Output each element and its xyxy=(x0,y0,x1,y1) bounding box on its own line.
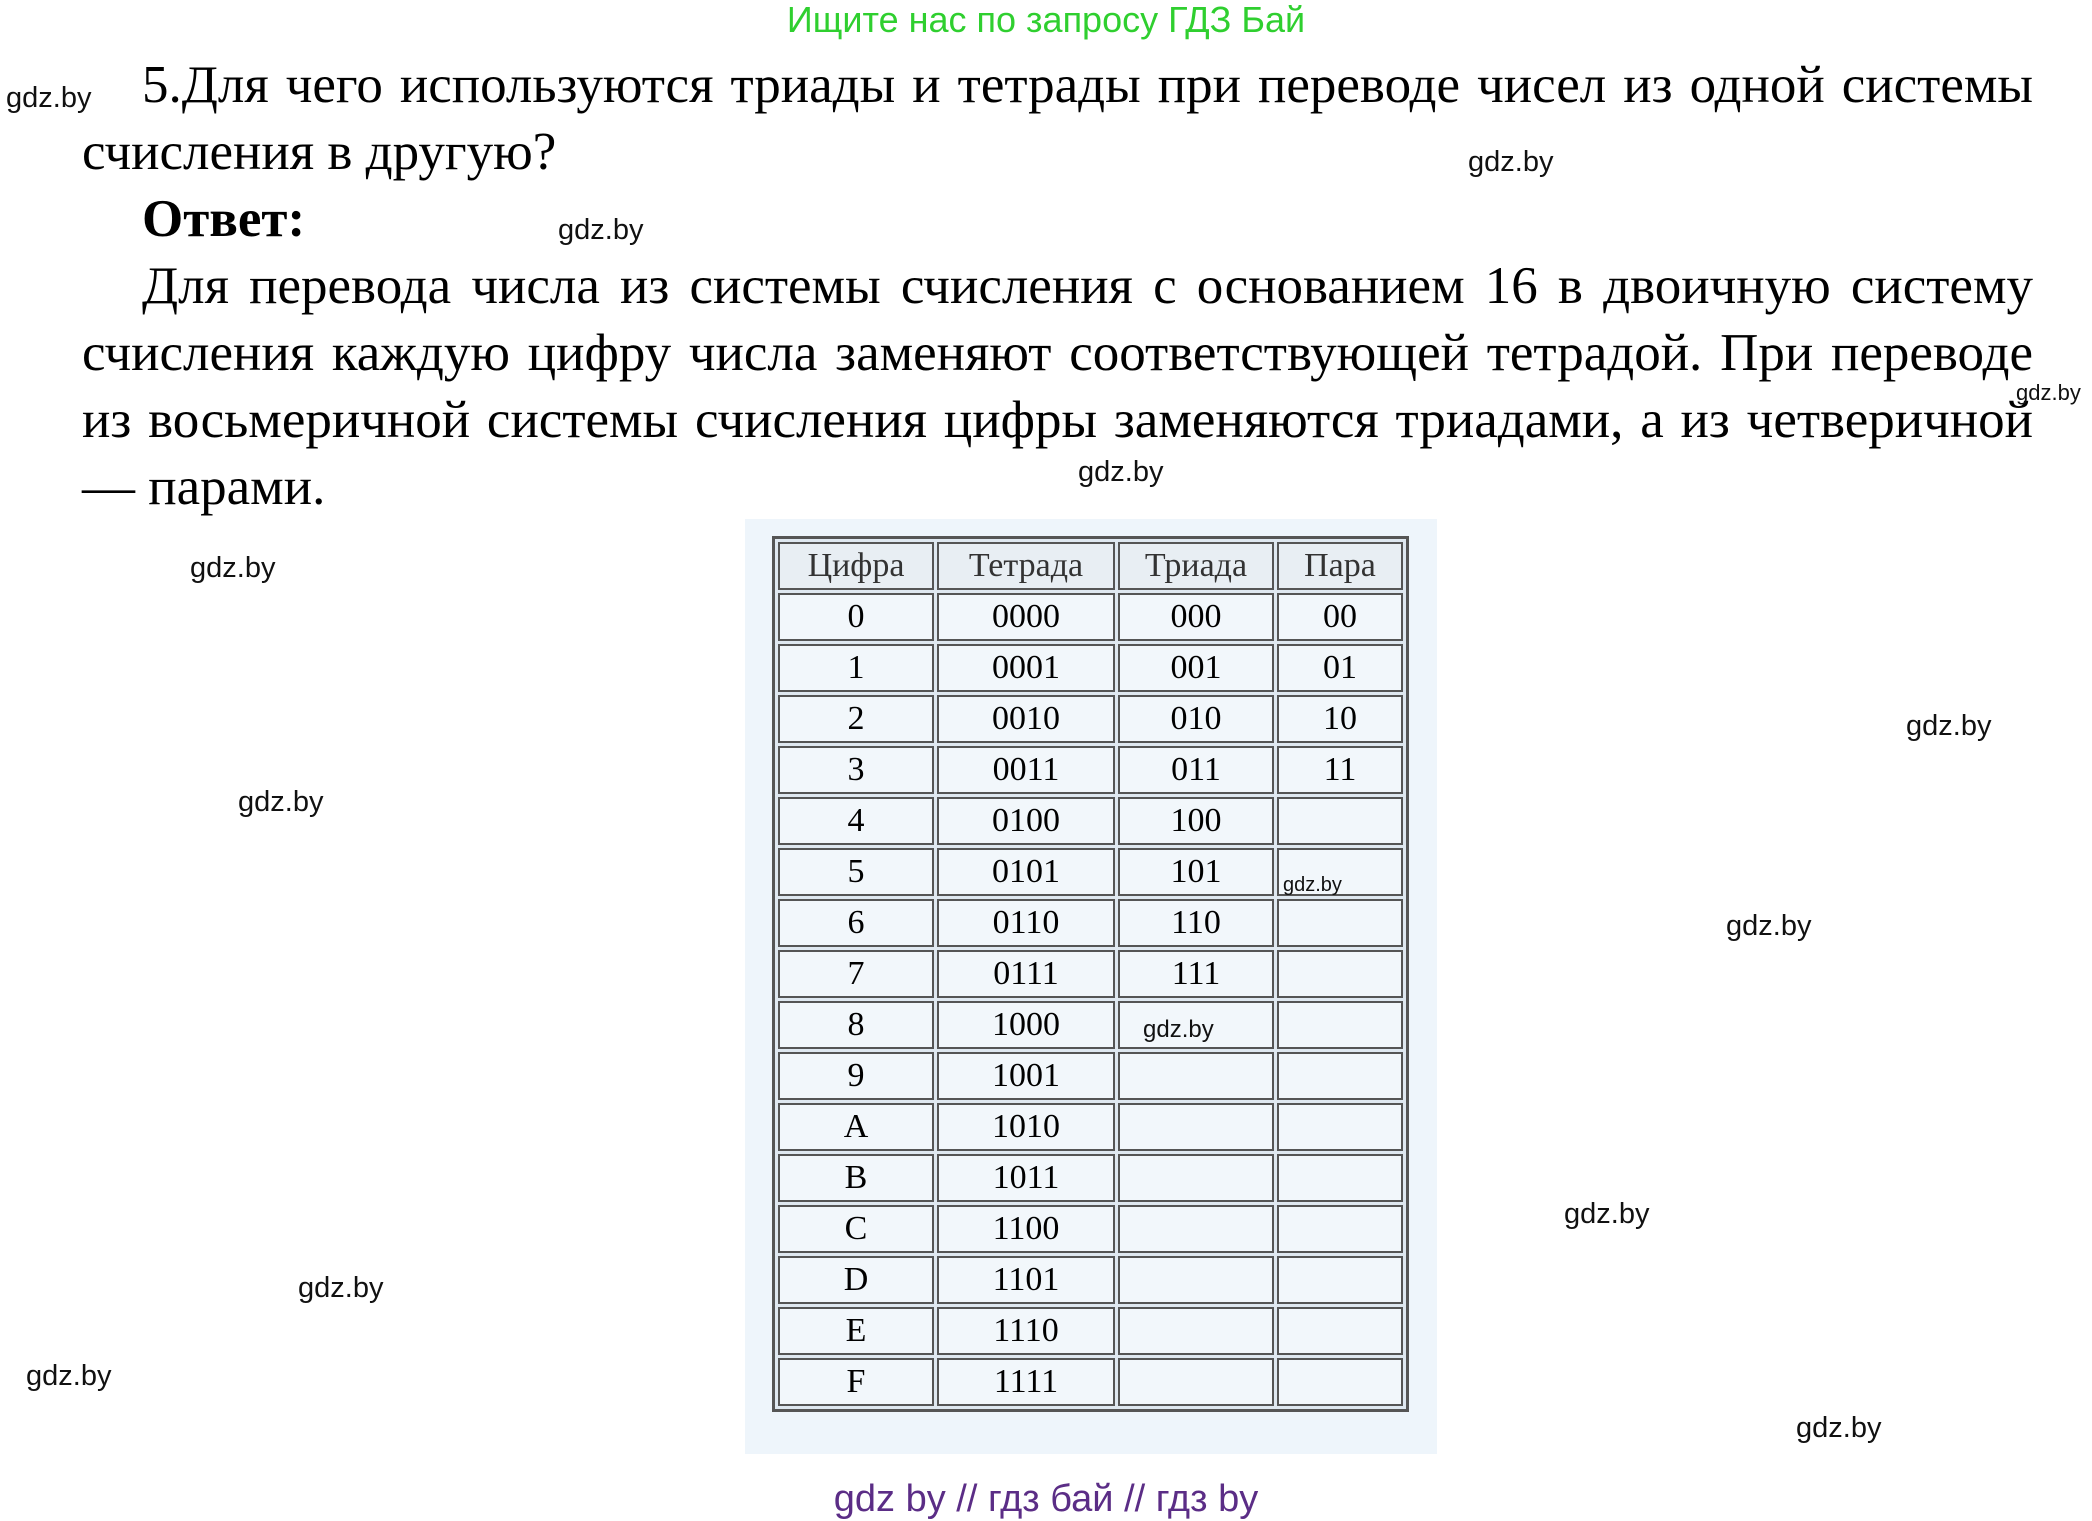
cell-digit: 4 xyxy=(778,797,934,845)
conversion-table xyxy=(772,536,1409,1412)
cell-pair xyxy=(1277,1103,1403,1151)
cell-tetrad: 0111 xyxy=(937,950,1115,998)
cell-digit: 9 xyxy=(778,1052,934,1100)
search-banner: Ищите нас по запросу ГДЗ Бай xyxy=(786,0,1306,40)
table-figure xyxy=(745,519,1437,1454)
cell-digit: 5 xyxy=(778,848,934,896)
cell-triad xyxy=(1118,1307,1274,1355)
cell-pair xyxy=(1277,1358,1403,1406)
cell-tetrad: 0011 xyxy=(937,746,1115,794)
cell-triad: 011 xyxy=(1118,746,1274,794)
table-row xyxy=(778,797,1403,845)
header-digit: Цифра xyxy=(778,542,934,590)
cell-pair: 10 xyxy=(1277,695,1403,743)
cell-triad xyxy=(1118,1154,1274,1202)
cell-pair xyxy=(1277,1052,1403,1100)
cell-triad: 001 xyxy=(1118,644,1274,692)
table-row xyxy=(778,746,1403,794)
cell-tetrad: 1100 xyxy=(937,1205,1115,1253)
table-row xyxy=(778,1154,1403,1202)
watermark: gdz.by xyxy=(1796,1412,1882,1444)
table-body xyxy=(778,593,1403,1406)
cell-pair: 00 xyxy=(1277,593,1403,641)
footer-links: gdz by // гдз бай // гдз by xyxy=(833,1478,1259,1520)
table-row xyxy=(778,1307,1403,1355)
cell-triad: 110 xyxy=(1118,899,1274,947)
cell-tetrad: 0000 xyxy=(937,593,1115,641)
cell-digit: D xyxy=(778,1256,934,1304)
table-row xyxy=(778,695,1403,743)
table-row xyxy=(778,1001,1403,1049)
watermark: gdz.by xyxy=(26,1360,112,1392)
cell-triad: 111 xyxy=(1118,950,1274,998)
watermark: gdz.by xyxy=(238,786,324,818)
watermark: gdz.by xyxy=(190,552,276,584)
watermark: gdz.by xyxy=(6,82,92,114)
cell-tetrad: 0101 xyxy=(937,848,1115,896)
cell-triad: 101 xyxy=(1118,848,1274,896)
cell-pair xyxy=(1277,1154,1403,1202)
cell-pair xyxy=(1277,950,1403,998)
cell-pair xyxy=(1277,899,1403,947)
table-row xyxy=(778,1358,1403,1406)
watermark: gdz.by xyxy=(1564,1198,1650,1230)
cell-tetrad: 1001 xyxy=(937,1052,1115,1100)
cell-pair xyxy=(1277,1205,1403,1253)
cell-pair: 11 xyxy=(1277,746,1403,794)
table-row xyxy=(778,1103,1403,1151)
cell-digit: 1 xyxy=(778,644,934,692)
watermark: gdz.by xyxy=(1906,710,1992,742)
cell-triad xyxy=(1118,1205,1274,1253)
table-row xyxy=(778,1052,1403,1100)
watermark: gdz.by xyxy=(2016,380,2081,405)
cell-tetrad: 0110 xyxy=(937,899,1115,947)
cell-digit: F xyxy=(778,1358,934,1406)
watermark: gdz.by xyxy=(1468,146,1554,178)
cell-tetrad: 0010 xyxy=(937,695,1115,743)
table-row xyxy=(778,1205,1403,1253)
cell-digit: E xyxy=(778,1307,934,1355)
table-row xyxy=(778,1256,1403,1304)
table-row xyxy=(778,899,1403,947)
watermark: gdz.by xyxy=(1726,910,1812,942)
cell-pair xyxy=(1277,1307,1403,1355)
answer-label: Ответ: xyxy=(142,190,306,248)
cell-triad: 100 xyxy=(1118,797,1274,845)
cell-digit: 7 xyxy=(778,950,934,998)
watermark: gdz.by xyxy=(1143,1016,1214,1043)
cell-tetrad: 0100 xyxy=(937,797,1115,845)
cell-tetrad: 1101 xyxy=(937,1256,1115,1304)
watermark: gdz.by xyxy=(1078,456,1164,488)
question-text: 5.Для чего используются триады и тетрады при переводе чисел из одной системы счисления в другую? xyxy=(82,56,2033,181)
cell-pair xyxy=(1277,1001,1403,1049)
cell-tetrad: 0001 xyxy=(937,644,1115,692)
header-tetrad: Тетрада xyxy=(937,542,1115,590)
cell-triad xyxy=(1118,1358,1274,1406)
cell-triad: 010 xyxy=(1118,695,1274,743)
cell-triad xyxy=(1118,1052,1274,1100)
header-triad: Триада xyxy=(1118,542,1274,590)
cell-digit: 0 xyxy=(778,593,934,641)
watermark: gdz.by xyxy=(1283,874,1342,896)
table-row xyxy=(778,644,1403,692)
cell-triad xyxy=(1118,1256,1274,1304)
cell-pair: 01 xyxy=(1277,644,1403,692)
cell-digit: C xyxy=(778,1205,934,1253)
cell-digit: 8 xyxy=(778,1001,934,1049)
cell-pair xyxy=(1277,797,1403,845)
cell-tetrad: 1010 xyxy=(937,1103,1115,1151)
cell-triad xyxy=(1118,1103,1274,1151)
header-pair: Пара xyxy=(1277,542,1403,590)
cell-tetrad: 1000 xyxy=(937,1001,1115,1049)
cell-digit: 6 xyxy=(778,899,934,947)
cell-digit: A xyxy=(778,1103,934,1151)
watermark: gdz.by xyxy=(558,214,644,246)
table-row xyxy=(778,593,1403,641)
cell-triad: 000 xyxy=(1118,593,1274,641)
answer-text: Для перевода числа из системы счисления с основанием 16 в двоичную систему счисления каждую цифру числа заменяют соответствующей тетрадой. При переводе из восьмеричной системы счисления цифры заменяются триадами, а из четверичной — парами. xyxy=(82,257,2033,516)
text-block xyxy=(82,52,2033,521)
cell-digit: 3 xyxy=(778,746,934,794)
cell-digit: B xyxy=(778,1154,934,1202)
cell-digit: 2 xyxy=(778,695,934,743)
cell-pair xyxy=(1277,1256,1403,1304)
cell-tetrad: 1110 xyxy=(937,1307,1115,1355)
cell-tetrad: 1011 xyxy=(937,1154,1115,1202)
table-header-row xyxy=(778,542,1403,590)
table-row xyxy=(778,950,1403,998)
cell-tetrad: 1111 xyxy=(937,1358,1115,1406)
watermark: gdz.by xyxy=(298,1272,384,1304)
